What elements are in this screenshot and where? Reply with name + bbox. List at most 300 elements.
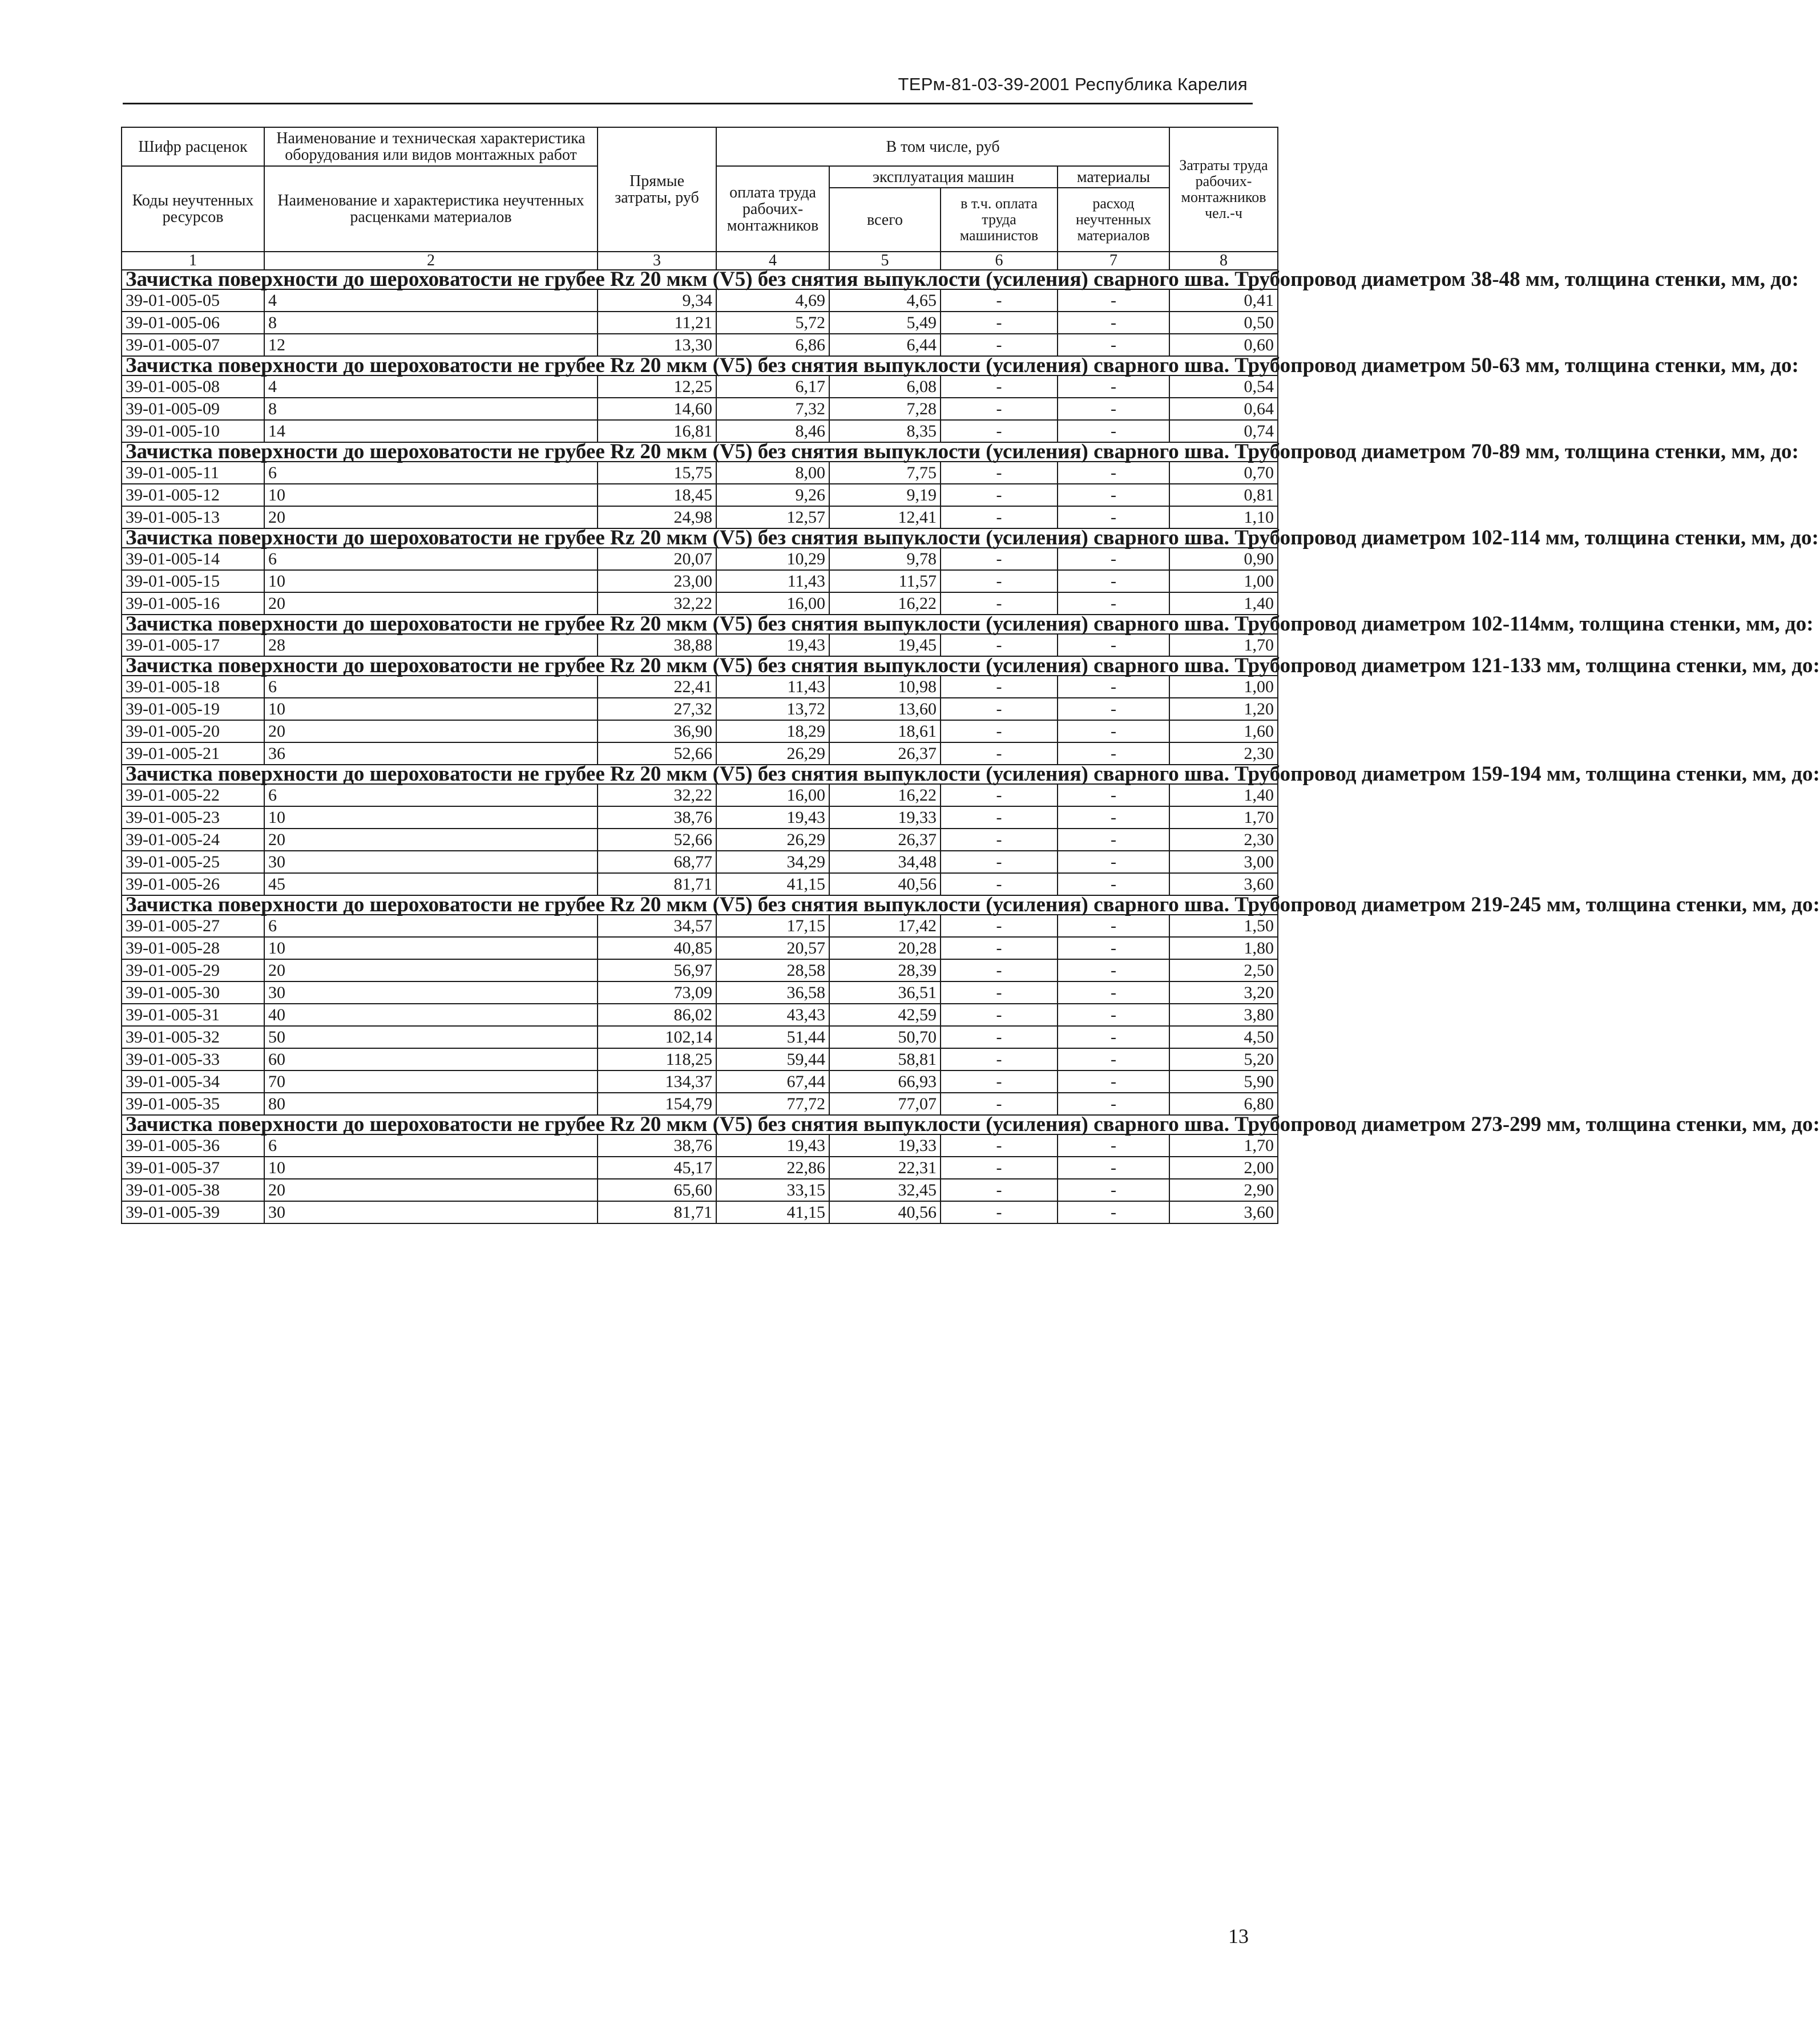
labor-hours-cell: 3,80: [1169, 1004, 1278, 1026]
table-row: [122, 1026, 1278, 1048]
machines-total-cell: 77,07: [829, 1093, 941, 1115]
labor-pay-cell: 13,72: [716, 698, 829, 720]
direct-cost-cell: 52,66: [598, 742, 716, 765]
thickness-cell: 20: [264, 506, 598, 528]
thickness-cell: 28: [264, 634, 598, 656]
labor-pay-cell: 17,15: [716, 915, 829, 937]
labor-pay-cell: 6,86: [716, 334, 829, 356]
materials-cell: -: [1058, 676, 1169, 698]
rate-code-cell: 39-01-005-15: [122, 570, 264, 592]
section-title: Зачистка поверхности до шероховатости не грубее Rz 20 мкм (V5) без снятия выпуклости (усиления) сварного шва. Трубопровод диаметром 159-194 мм, толщина стенки, мм, до:: [122, 765, 1278, 784]
table-row: [122, 334, 1278, 356]
rate-code-cell: 39-01-005-22: [122, 784, 264, 806]
section-title: Зачистка поверхности до шероховатости не грубее Rz 20 мкм (V5) без снятия выпуклости (усиления) сварного шва. Трубопровод диаметром 102-114 мм, толщина стенки, мм, до:: [122, 528, 1278, 548]
thickness-cell: 36: [264, 742, 598, 765]
labor-hours-cell: 2,30: [1169, 742, 1278, 765]
machines-total-cell: 19,33: [829, 806, 941, 829]
labor-hours-cell: 0,60: [1169, 334, 1278, 356]
materials-cell: -: [1058, 634, 1169, 656]
thickness-cell: 45: [264, 873, 598, 895]
rate-code-cell: 39-01-005-39: [122, 1201, 264, 1223]
table-row: [122, 676, 1278, 698]
direct-cost-cell: 40,85: [598, 937, 716, 959]
labor-pay-cell: 8,46: [716, 420, 829, 442]
machines-total-cell: 12,41: [829, 506, 941, 528]
rate-code-cell: 39-01-005-26: [122, 873, 264, 895]
materials-cell: -: [1058, 1048, 1169, 1070]
thickness-cell: 20: [264, 592, 598, 615]
table-row: [122, 1070, 1278, 1093]
machines-pay-cell: -: [941, 981, 1058, 1004]
direct-cost-cell: 32,22: [598, 784, 716, 806]
thickness-cell: 6: [264, 915, 598, 937]
machines-pay-cell: -: [941, 375, 1058, 398]
thickness-cell: 10: [264, 937, 598, 959]
labor-hours-cell: 0,64: [1169, 398, 1278, 420]
thickness-cell: 14: [264, 420, 598, 442]
machines-pay-cell: -: [941, 1093, 1058, 1115]
thickness-cell: 30: [264, 981, 598, 1004]
section-title-row: [122, 528, 1278, 548]
table-row: [122, 1004, 1278, 1026]
machines-pay-cell: -: [941, 506, 1058, 528]
thickness-cell: 20: [264, 829, 598, 851]
direct-cost-cell: 9,34: [598, 289, 716, 312]
rate-code-cell: 39-01-005-18: [122, 676, 264, 698]
header-name-bottom: Наименование и характеристика неучтенных расценками материалов: [264, 166, 598, 252]
direct-cost-cell: 13,30: [598, 334, 716, 356]
rate-code-cell: 39-01-005-24: [122, 829, 264, 851]
direct-cost-cell: 56,97: [598, 959, 716, 981]
thickness-cell: 10: [264, 806, 598, 829]
rate-code-cell: 39-01-005-21: [122, 742, 264, 765]
labor-pay-cell: 6,17: [716, 375, 829, 398]
thickness-cell: 6: [264, 676, 598, 698]
materials-cell: -: [1058, 312, 1169, 334]
table-row: [122, 1048, 1278, 1070]
rate-code-cell: 39-01-005-27: [122, 915, 264, 937]
rate-code-cell: 39-01-005-05: [122, 289, 264, 312]
rate-code-cell: 39-01-005-12: [122, 484, 264, 506]
machines-pay-cell: -: [941, 915, 1058, 937]
labor-hours-cell: 1,20: [1169, 698, 1278, 720]
labor-hours-cell: 2,90: [1169, 1179, 1278, 1201]
direct-cost-cell: 65,60: [598, 1179, 716, 1201]
header-code-bottom: Коды неучтенных ресурсов: [122, 166, 264, 252]
labor-pay-cell: 10,29: [716, 548, 829, 570]
machines-pay-cell: -: [941, 462, 1058, 484]
header-materials: материалы: [1058, 166, 1169, 188]
materials-cell: -: [1058, 1201, 1169, 1223]
labor-hours-cell: 3,20: [1169, 981, 1278, 1004]
labor-pay-cell: 67,44: [716, 1070, 829, 1093]
header-machines: эксплуатация машин: [829, 166, 1058, 188]
machines-total-cell: 42,59: [829, 1004, 941, 1026]
materials-cell: -: [1058, 420, 1169, 442]
rate-code-cell: 39-01-005-23: [122, 806, 264, 829]
section-title: Зачистка поверхности до шероховатости не грубее Rz 20 мкм (V5) без снятия выпуклости (усиления) сварного шва. Трубопровод диаметром 102-114мм, толщина стенки, мм, до:: [122, 615, 1278, 634]
header-labor-cost: Затраты труда рабочих-монтажников чел.-ч: [1169, 127, 1278, 252]
machines-total-cell: 9,19: [829, 484, 941, 506]
header-rule: [123, 103, 1253, 104]
column-number: 6: [941, 252, 1058, 270]
materials-cell: -: [1058, 398, 1169, 420]
table-row: [122, 806, 1278, 829]
machines-pay-cell: -: [941, 484, 1058, 506]
table-row: [122, 959, 1278, 981]
direct-cost-cell: 27,32: [598, 698, 716, 720]
machines-pay-cell: -: [941, 334, 1058, 356]
table-row: [122, 289, 1278, 312]
labor-pay-cell: 7,32: [716, 398, 829, 420]
table-row: [122, 1201, 1278, 1223]
machines-total-cell: 20,28: [829, 937, 941, 959]
section-title-row: [122, 765, 1278, 784]
thickness-cell: 10: [264, 1157, 598, 1179]
machines-total-cell: 11,57: [829, 570, 941, 592]
header-direct-costs: Прямые затраты, руб: [598, 127, 716, 252]
thickness-cell: 20: [264, 720, 598, 742]
machines-pay-cell: -: [941, 806, 1058, 829]
labor-pay-cell: 77,72: [716, 1093, 829, 1115]
rate-code-cell: 39-01-005-38: [122, 1179, 264, 1201]
labor-hours-cell: 1,00: [1169, 676, 1278, 698]
labor-hours-cell: 0,70: [1169, 462, 1278, 484]
table-row: [122, 570, 1278, 592]
materials-cell: -: [1058, 548, 1169, 570]
labor-hours-cell: 1,80: [1169, 937, 1278, 959]
machines-pay-cell: -: [941, 1070, 1058, 1093]
materials-cell: -: [1058, 1093, 1169, 1115]
machines-pay-cell: -: [941, 873, 1058, 895]
machines-total-cell: 6,44: [829, 334, 941, 356]
table-row: [122, 1134, 1278, 1157]
machines-total-cell: 26,37: [829, 829, 941, 851]
machines-total-cell: 7,75: [829, 462, 941, 484]
section-title-row: [122, 442, 1278, 462]
thickness-cell: 6: [264, 784, 598, 806]
machines-total-cell: 32,45: [829, 1179, 941, 1201]
section-title: Зачистка поверхности до шероховатости не грубее Rz 20 мкм (V5) без снятия выпуклости (усиления) сварного шва. Трубопровод диаметром 38-48 мм, толщина стенки, мм, до:: [122, 270, 1278, 289]
direct-cost-cell: 134,37: [598, 1070, 716, 1093]
thickness-cell: 20: [264, 1179, 598, 1201]
machines-pay-cell: -: [941, 570, 1058, 592]
direct-cost-cell: 81,71: [598, 1201, 716, 1223]
labor-hours-cell: 3,60: [1169, 873, 1278, 895]
materials-cell: -: [1058, 1004, 1169, 1026]
labor-pay-cell: 8,00: [716, 462, 829, 484]
table-header: [122, 127, 1278, 270]
rate-code-cell: 39-01-005-36: [122, 1134, 264, 1157]
labor-hours-cell: 5,90: [1169, 1070, 1278, 1093]
machines-pay-cell: -: [941, 420, 1058, 442]
direct-cost-cell: 23,00: [598, 570, 716, 592]
labor-pay-cell: 26,29: [716, 742, 829, 765]
machines-pay-cell: -: [941, 698, 1058, 720]
machines-pay-cell: -: [941, 1134, 1058, 1157]
labor-pay-cell: 5,72: [716, 312, 829, 334]
thickness-cell: 8: [264, 398, 598, 420]
document-header: ТЕРм-81-03-39-2001 Республика Карелия: [898, 74, 1248, 94]
thickness-cell: 50: [264, 1026, 598, 1048]
materials-cell: -: [1058, 334, 1169, 356]
rate-code-cell: 39-01-005-29: [122, 959, 264, 981]
materials-cell: -: [1058, 959, 1169, 981]
labor-hours-cell: 5,20: [1169, 1048, 1278, 1070]
labor-hours-cell: 1,70: [1169, 806, 1278, 829]
table-row: [122, 851, 1278, 873]
table-row: [122, 915, 1278, 937]
labor-hours-cell: 2,50: [1169, 959, 1278, 981]
materials-cell: -: [1058, 1134, 1169, 1157]
machines-pay-cell: -: [941, 937, 1058, 959]
rate-code-cell: 39-01-005-08: [122, 375, 264, 398]
rate-code-cell: 39-01-005-16: [122, 592, 264, 615]
rate-code-cell: 39-01-005-33: [122, 1048, 264, 1070]
direct-cost-cell: 81,71: [598, 873, 716, 895]
column-number: 3: [598, 252, 716, 270]
labor-pay-cell: 22,86: [716, 1157, 829, 1179]
labor-hours-cell: 1,40: [1169, 784, 1278, 806]
materials-cell: -: [1058, 915, 1169, 937]
rate-code-cell: 39-01-005-28: [122, 937, 264, 959]
labor-hours-cell: 3,60: [1169, 1201, 1278, 1223]
page-number: 13: [1228, 1925, 1249, 1948]
materials-cell: -: [1058, 375, 1169, 398]
machines-total-cell: 10,98: [829, 676, 941, 698]
materials-cell: -: [1058, 1070, 1169, 1093]
rates-table: [121, 127, 1820, 1224]
machines-pay-cell: -: [941, 634, 1058, 656]
thickness-cell: 20: [264, 959, 598, 981]
machines-total-cell: 36,51: [829, 981, 941, 1004]
rate-code-cell: 39-01-005-31: [122, 1004, 264, 1026]
rate-code-cell: 39-01-005-30: [122, 981, 264, 1004]
materials-cell: -: [1058, 484, 1169, 506]
labor-pay-cell: 16,00: [716, 784, 829, 806]
column-number: 1: [122, 252, 264, 270]
labor-pay-cell: 36,58: [716, 981, 829, 1004]
materials-cell: -: [1058, 1026, 1169, 1048]
table-row: [122, 720, 1278, 742]
rate-code-cell: 39-01-005-25: [122, 851, 264, 873]
machines-total-cell: 19,45: [829, 634, 941, 656]
machines-total-cell: 58,81: [829, 1048, 941, 1070]
labor-pay-cell: 19,43: [716, 806, 829, 829]
table-row: [122, 592, 1278, 615]
materials-cell: -: [1058, 698, 1169, 720]
labor-pay-cell: 12,57: [716, 506, 829, 528]
direct-cost-cell: 118,25: [598, 1048, 716, 1070]
materials-cell: -: [1058, 784, 1169, 806]
labor-hours-cell: 2,30: [1169, 829, 1278, 851]
machines-pay-cell: -: [941, 1201, 1058, 1223]
rate-code-cell: 39-01-005-09: [122, 398, 264, 420]
table-body: [122, 268, 1820, 1223]
machines-total-cell: 22,31: [829, 1157, 941, 1179]
direct-cost-cell: 86,02: [598, 1004, 716, 1026]
thickness-cell: 4: [264, 289, 598, 312]
materials-cell: -: [1058, 462, 1169, 484]
table-row: [122, 742, 1278, 765]
labor-hours-cell: 1,70: [1169, 1134, 1278, 1157]
table-row: [122, 1157, 1278, 1179]
section-title: Зачистка поверхности до шероховатости не грубее Rz 20 мкм (V5) без снятия выпуклости (усиления) сварного шва. Трубопровод диаметром 219-245 мм, толщина стенки, мм, до:: [122, 895, 1278, 915]
header-name-top: Наименование и техническая характеристика оборудования или видов монтажных работ: [264, 127, 598, 166]
table-row: [122, 829, 1278, 851]
labor-hours-cell: 3,00: [1169, 851, 1278, 873]
section-title: Зачистка поверхности до шероховатости не грубее Rz 20 мкм (V5) без снятия выпуклости (усиления) сварного шва. Трубопровод диаметром 70-89 мм, толщина стенки, мм, до:: [122, 442, 1278, 462]
rate-code-cell: 39-01-005-06: [122, 312, 264, 334]
direct-cost-cell: 18,45: [598, 484, 716, 506]
machines-total-cell: 40,56: [829, 1201, 941, 1223]
direct-cost-cell: 154,79: [598, 1093, 716, 1115]
materials-cell: -: [1058, 851, 1169, 873]
machines-pay-cell: -: [941, 1004, 1058, 1026]
labor-hours-cell: 2,00: [1169, 1157, 1278, 1179]
materials-cell: -: [1058, 742, 1169, 765]
machines-pay-cell: -: [941, 1157, 1058, 1179]
labor-hours-cell: 0,50: [1169, 312, 1278, 334]
direct-cost-cell: 38,76: [598, 1134, 716, 1157]
labor-pay-cell: 43,43: [716, 1004, 829, 1026]
machines-total-cell: 50,70: [829, 1026, 941, 1048]
table-row: [122, 784, 1278, 806]
thickness-cell: 70: [264, 1070, 598, 1093]
table-row: [122, 698, 1278, 720]
section-title-row: [122, 615, 1278, 634]
column-number: 5: [829, 252, 941, 270]
machines-total-cell: 8,35: [829, 420, 941, 442]
table-row: [122, 981, 1278, 1004]
direct-cost-cell: 14,60: [598, 398, 716, 420]
rate-code-cell: 39-01-005-35: [122, 1093, 264, 1115]
thickness-cell: 8: [264, 312, 598, 334]
machines-pay-cell: -: [941, 720, 1058, 742]
machines-total-cell: 16,22: [829, 592, 941, 615]
header-labor-pay: оплата труда рабочих-монтажников: [716, 166, 829, 252]
labor-pay-cell: 59,44: [716, 1048, 829, 1070]
labor-pay-cell: 20,57: [716, 937, 829, 959]
labor-hours-cell: 1,70: [1169, 634, 1278, 656]
thickness-cell: 60: [264, 1048, 598, 1070]
table-row: [122, 634, 1278, 656]
section-title-row: [122, 895, 1278, 915]
machines-pay-cell: -: [941, 676, 1058, 698]
labor-pay-cell: 18,29: [716, 720, 829, 742]
machines-total-cell: 34,48: [829, 851, 941, 873]
machines-pay-cell: -: [941, 959, 1058, 981]
materials-cell: -: [1058, 829, 1169, 851]
labor-pay-cell: 16,00: [716, 592, 829, 615]
table-row: [122, 398, 1278, 420]
section-title-row: [122, 1115, 1278, 1134]
machines-total-cell: 19,33: [829, 1134, 941, 1157]
header-machines-pay: в т.ч. оплата труда машинистов: [941, 188, 1058, 252]
direct-cost-cell: 45,17: [598, 1157, 716, 1179]
machines-total-cell: 5,49: [829, 312, 941, 334]
machines-pay-cell: -: [941, 851, 1058, 873]
section-title-row: [122, 356, 1278, 375]
labor-hours-cell: 1,40: [1169, 592, 1278, 615]
materials-cell: -: [1058, 289, 1169, 312]
materials-cell: -: [1058, 506, 1169, 528]
materials-cell: -: [1058, 806, 1169, 829]
machines-total-cell: 6,08: [829, 375, 941, 398]
table-row: [122, 548, 1278, 570]
labor-pay-cell: 41,15: [716, 873, 829, 895]
direct-cost-cell: 11,21: [598, 312, 716, 334]
rate-code-cell: 39-01-005-34: [122, 1070, 264, 1093]
machines-pay-cell: -: [941, 592, 1058, 615]
materials-cell: -: [1058, 981, 1169, 1004]
direct-cost-cell: 36,90: [598, 720, 716, 742]
rate-code-cell: 39-01-005-13: [122, 506, 264, 528]
rate-code-cell: 39-01-005-32: [122, 1026, 264, 1048]
labor-pay-cell: 11,43: [716, 570, 829, 592]
rate-code-cell: 39-01-005-17: [122, 634, 264, 656]
machines-pay-cell: -: [941, 784, 1058, 806]
header-code-top: Шифр расценок: [122, 127, 264, 166]
direct-cost-cell: 16,81: [598, 420, 716, 442]
direct-cost-cell: 52,66: [598, 829, 716, 851]
labor-hours-cell: 1,00: [1169, 570, 1278, 592]
column-number: 2: [264, 252, 598, 270]
machines-pay-cell: -: [941, 289, 1058, 312]
materials-cell: -: [1058, 570, 1169, 592]
thickness-cell: 6: [264, 462, 598, 484]
materials-cell: -: [1058, 937, 1169, 959]
column-number: 8: [1169, 252, 1278, 270]
direct-cost-cell: 68,77: [598, 851, 716, 873]
machines-pay-cell: -: [941, 829, 1058, 851]
machines-total-cell: 16,22: [829, 784, 941, 806]
labor-pay-cell: 19,43: [716, 1134, 829, 1157]
thickness-cell: 40: [264, 1004, 598, 1026]
column-number: 4: [716, 252, 829, 270]
table-row: [122, 420, 1278, 442]
labor-pay-cell: 28,58: [716, 959, 829, 981]
materials-cell: -: [1058, 720, 1169, 742]
section-title-row: [122, 270, 1278, 289]
table-row: [122, 1179, 1278, 1201]
labor-hours-cell: 0,81: [1169, 484, 1278, 506]
direct-cost-cell: 34,57: [598, 915, 716, 937]
direct-cost-cell: 102,14: [598, 1026, 716, 1048]
machines-total-cell: 7,28: [829, 398, 941, 420]
direct-cost-cell: 24,98: [598, 506, 716, 528]
labor-hours-cell: 6,80: [1169, 1093, 1278, 1115]
machines-pay-cell: -: [941, 312, 1058, 334]
direct-cost-cell: 15,75: [598, 462, 716, 484]
thickness-cell: 80: [264, 1093, 598, 1115]
rate-code-cell: 39-01-005-14: [122, 548, 264, 570]
machines-total-cell: 13,60: [829, 698, 941, 720]
machines-total-cell: 18,61: [829, 720, 941, 742]
rate-code-cell: 39-01-005-07: [122, 334, 264, 356]
table-row: [122, 1093, 1278, 1115]
machines-pay-cell: -: [941, 1048, 1058, 1070]
direct-cost-cell: 38,76: [598, 806, 716, 829]
materials-cell: -: [1058, 873, 1169, 895]
labor-hours-cell: 1,50: [1169, 915, 1278, 937]
materials-cell: -: [1058, 1157, 1169, 1179]
rate-code-cell: 39-01-005-10: [122, 420, 264, 442]
machines-pay-cell: -: [941, 742, 1058, 765]
table-row: [122, 375, 1278, 398]
labor-hours-cell: 1,60: [1169, 720, 1278, 742]
labor-hours-cell: 0,90: [1169, 548, 1278, 570]
